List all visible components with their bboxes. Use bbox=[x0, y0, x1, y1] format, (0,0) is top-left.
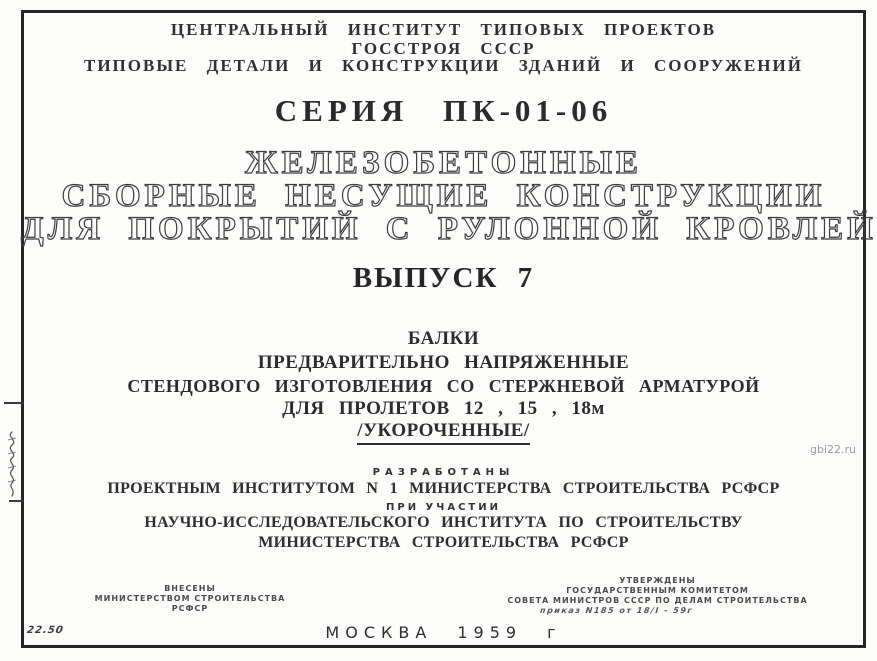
approved-line-3: СОВЕТА МИНИСТРОВ СССР ПО ДЕЛАМ СТРОИТЕЛЬСТВА bbox=[507, 596, 808, 605]
issue-number: ВЫПУСК 7 bbox=[352, 262, 535, 294]
main-title-line-3: ДЛЯ ПОКРЫТИЙ С РУЛОННОЙ КРОВЛЕЙ bbox=[21, 211, 877, 247]
city-year: МОСКВА 1959 г bbox=[325, 623, 562, 642]
developed-heading: РАЗРАБОТАНЫ bbox=[372, 467, 515, 478]
series-designation: СЕРИЯ ПК-01-06 bbox=[274, 93, 613, 128]
approved-stamp bbox=[505, 576, 810, 616]
main-title-line-2: СБОРНЫЕ НЕСУЩИЕ КОНСТРУКЦИИ bbox=[61, 178, 826, 214]
margin-handwriting bbox=[3, 428, 21, 500]
developed-line-4: МИНИСТЕРСТВА СТРОИТЕЛЬСТВА РСФСР bbox=[258, 534, 629, 551]
developed-line-3: НАУЧНО-ИССЛЕДОВАТЕЛЬСКОГО ИНСТИТУТА ПО СТРОИТЕЛЬСТВУ bbox=[144, 514, 743, 531]
approved-line-2: ГОСУДАРСТВЕННЫМ КОМИТЕТОМ bbox=[566, 586, 749, 595]
developed-line-2: ПРИ УЧАСТИИ bbox=[386, 502, 501, 513]
subject-line-5: /УКОРОЧЕННЫЕ/ bbox=[357, 420, 529, 445]
org-name-line-2: ГОССТРОЯ СССР bbox=[351, 39, 536, 58]
org-name-line-3: ТИПОВЫЕ ДЕТАЛИ И КОНСТРУКЦИИ ЗДАНИЙ И СООРУЖЕНИЙ bbox=[84, 56, 803, 75]
approved-order-note: приказ N185 от 18/I - 59г bbox=[539, 606, 694, 615]
subject-line-5-wrap bbox=[21, 420, 866, 445]
org-name-line-1: ЦЕНТРАЛЬНЫЙ ИНСТИТУТ ТИПОВЫХ ПРОЕКТОВ bbox=[170, 20, 717, 39]
main-title-line-1: ЖЕЛЕЗОБЕТОННЫЕ bbox=[244, 145, 643, 181]
subject-line-4: ДЛЯ ПРОЛЕТОВ 12 , 15 , 18м bbox=[282, 398, 605, 419]
site-watermark: gbi22.ru bbox=[809, 443, 856, 456]
left-margin-tick-lower bbox=[9, 500, 23, 502]
left-margin-tick-upper bbox=[4, 402, 23, 404]
submitted-line-1: ВНЕСЕНЫ bbox=[164, 584, 216, 593]
subject-line-3: СТЕНДОВОГО ИЗГОТОВЛЕНИЯ СО СТЕРЖНЕВОЙ АРМАТУРОЙ bbox=[127, 376, 760, 396]
plate-number-note: 22.50 bbox=[26, 625, 65, 636]
developed-line-1: ПРОЕКТНЫМ ИНСТИТУТОМ N 1 МИНИСТЕРСТВА СТРОИТЕЛЬСТВА РСФСР bbox=[107, 480, 780, 497]
submitted-line-3: РСФСР bbox=[171, 604, 209, 613]
submitted-line-2: МИНИСТЕРСТВОМ СТРОИТЕЛЬСТВА bbox=[94, 594, 286, 603]
subject-line-2: ПРЕДВАРИТЕЛЬНО НАПРЯЖЕННЫЕ bbox=[257, 352, 630, 373]
submitted-stamp bbox=[75, 584, 305, 614]
subject-line-1: БАЛКИ bbox=[407, 328, 480, 349]
approved-line-1: УТВЕРЖДЕНЫ bbox=[619, 576, 696, 585]
